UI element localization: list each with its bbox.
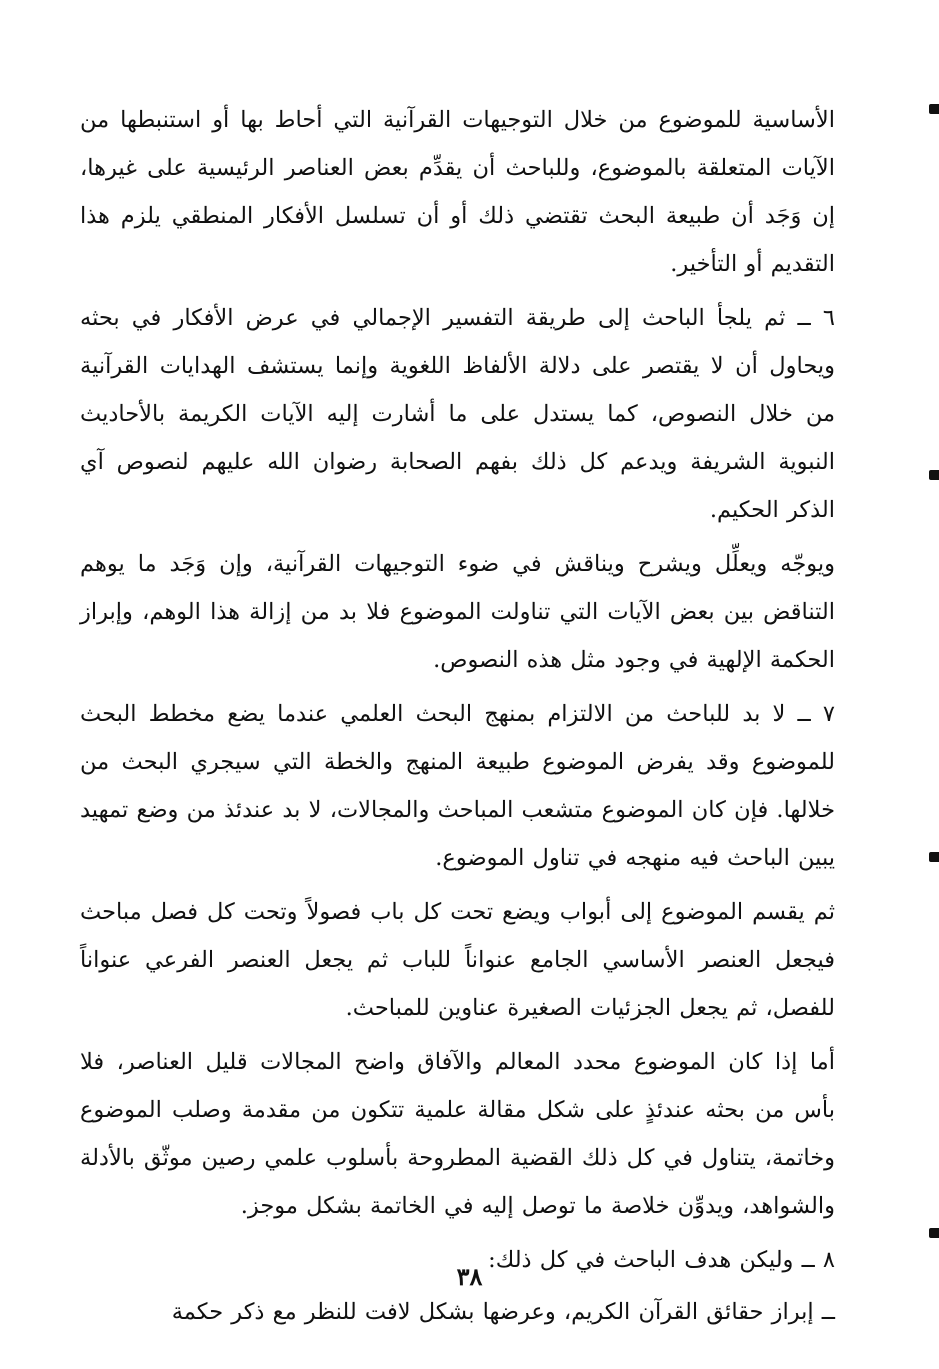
paragraph-2: ٦ ــ ثم يلجأ الباحث إلى طريقة التفسير الإجمالي في عرض الأفكار في بحثه ويحاول أن لا يقتصر على دلالة الألفاظ اللغوية وإنما يستشف الهدايات القرآنية من خلال النصوص، كما يستدل على ما أشارت إليه الآيات الكريمة بالأحاديث النبوية الشريفة ويدعم كل ذلك بفهم الصحابة رضوان الله عليهم لنصوص آي الذكر الحكيم. [80,305,835,523]
paragraph-8: ــ إبراز حقائق القرآن الكريم، وعرضها بشكل لافت للنظر مع ذكر حكمة [171,1299,835,1325]
scan-edge-mark [929,852,939,862]
paragraph-5: ثم يقسم الموضوع إلى أبواب ويضع تحت كل باب فصولاً وتحت كل فصل مباحث فيجعل العنصر الأساسي الجامع عنواناً للباب ثم يجعل العنصر الفرعي عنواناً للفصل، ثم يجعل الجزئيات الصغيرة عناوين للمباحث. [80,899,835,1021]
page-body [80,96,835,1342]
paragraph-3: ويوجّه ويعلِّل ويشرح ويناقش في ضوء التوجيهات القرآنية، وإن وَجَد ما يوهم التناقض بين بعض الآيات التي تناولت الموضوع فلا بد من إزالة هذا الوهم، وإبراز الحكمة الإلهية في وجود مثل هذه النصوص. [80,551,835,673]
scan-edge-mark [929,470,939,480]
page-number: ٣٨ [456,1262,483,1291]
paragraph-6: أما إذا كان الموضوع محدد المعالم والآفاق واضح المجالات قليل العناصر، فلا بأس من بحثه عندئذٍ على شكل مقالة علمية تتكون من مقدمة وصلب الموضوع وخاتمة، يتناول في كل ذلك القضية المطروحة بأسلوب علمي رصين موثّق بالأدلة والشواهد، ويدوِّن خلاصة ما توصل إليه في الخاتمة بشكل موجز. [80,1049,835,1219]
scan-edge-mark [929,1228,939,1238]
scan-edge-mark [929,104,939,114]
paragraph-1: الأساسية للموضوع من خلال التوجيهات القرآنية التي أحاط بها أو استنبطها من الآيات المتعلقة بالموضوع، وللباحث أن يقدِّم بعض العناصر الرئيسية على غيرها، إن وَجَد أن طبيعة البحث تقتضي ذلك أو أن تسلسل الأفكار المنطقي يلزم هذا التقديم أو التأخير. [80,107,835,277]
paragraph-7: ٨ ــ وليكن هدف الباحث في كل ذلك: [488,1247,835,1273]
paragraph-4: ٧ ــ لا بد للباحث من الالتزام بمنهج البحث العلمي عندما يضع مخطط البحث للموضوع وقد يفرض الموضوع طبيعة المنهج والخطة التي سيجري البحث من خلالها. فإن كان الموضوع متشعب المباحث والمجالات، لا بد عندئذ من وضع تمهيد يبين الباحث فيه منهجه في تناول الموضوع. [80,701,835,871]
